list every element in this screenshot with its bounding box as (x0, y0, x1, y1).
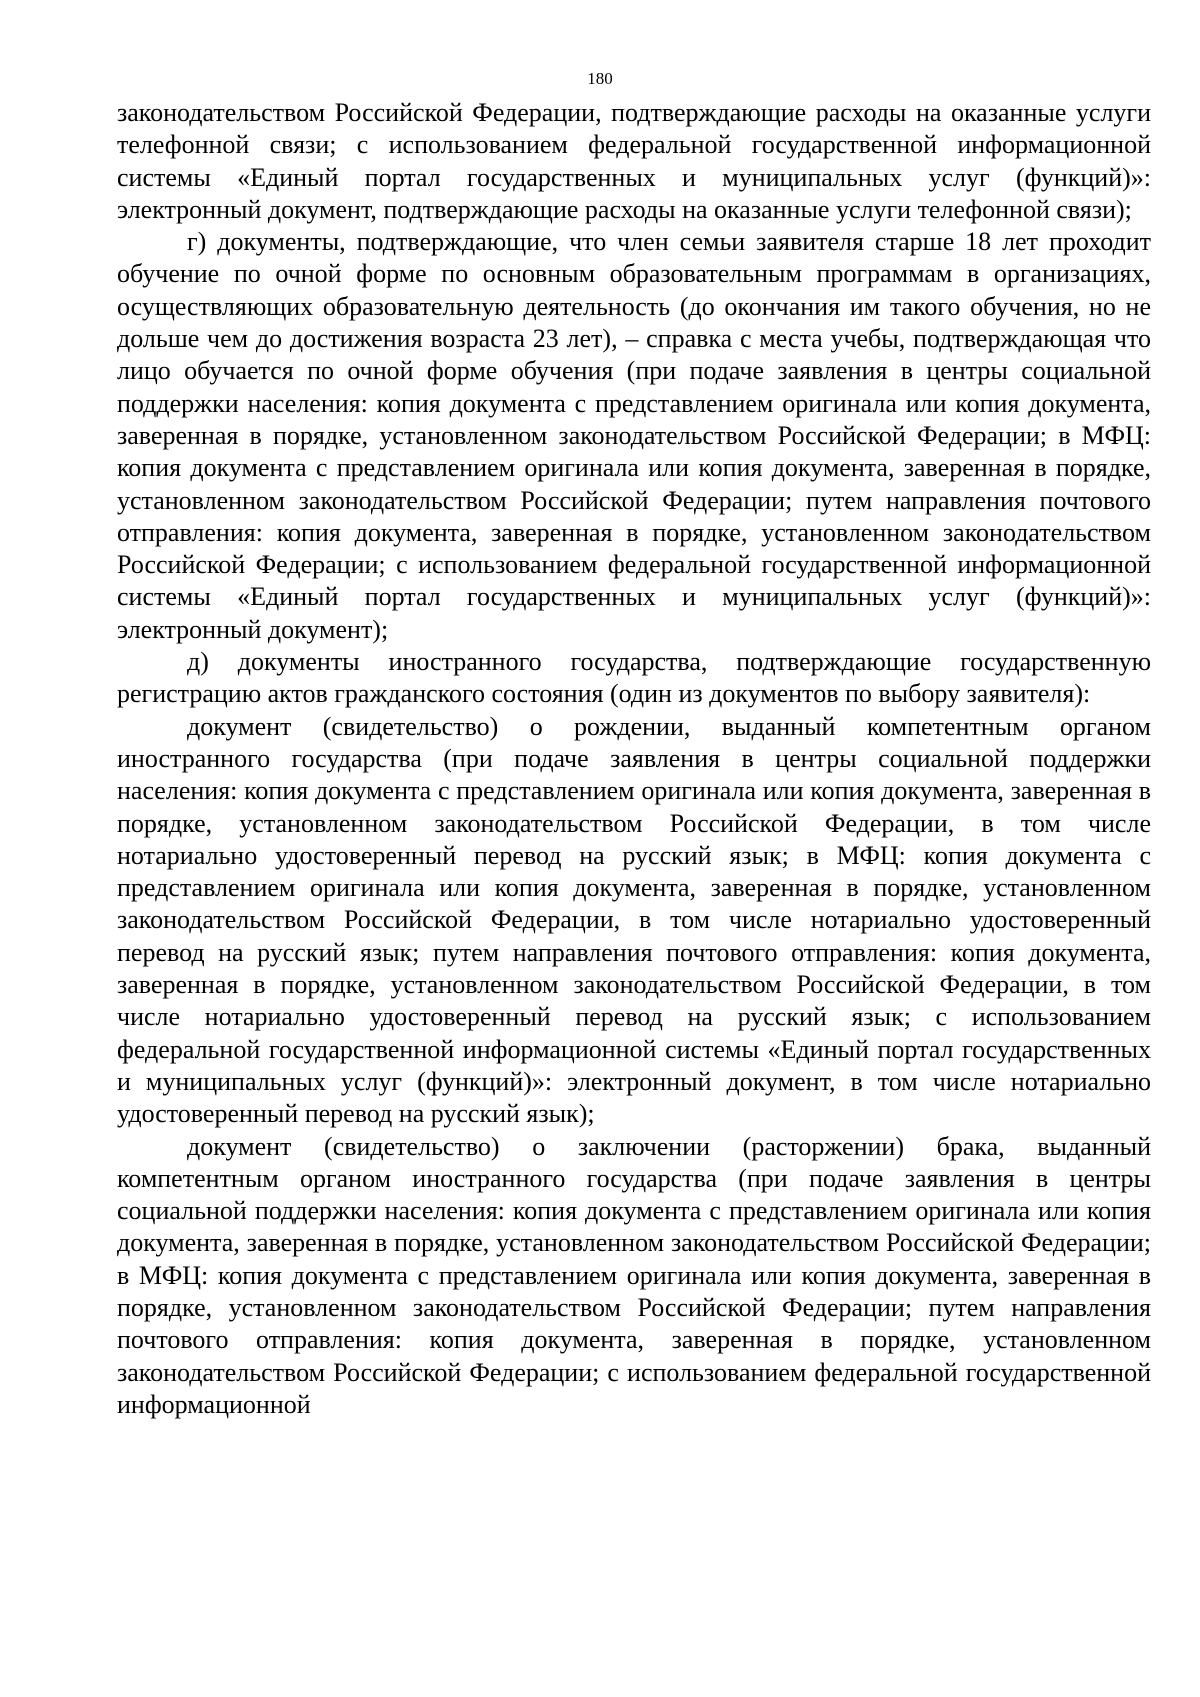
paragraph-item-g: г) документы, подтверждающие, что член семьи заявителя старше 18 лет проходит обучение по очной форме по основным образовательным программам в организациях, осуществляющих образовательную деятельность (до окончания им такого обучения, но не дольше чем до достижения возраста 23 лет), – справка с места учебы, подтверждающая что лицо обучается по очной форме обучения (при подаче заявления в центры социальной поддержки населения: копия документа с представлением оригинала или копия документа, заверенная в порядке, установленном законодательством Российской Федерации; в МФЦ: копия документа с представлением оригинала или копия документа, заверенная в порядке, установленном законодательством Российской Федерации; путем направления почтового отправления: копия документа, заверенная в порядке, установленном законодательством Российской Федерации; с использованием федеральной государственной информационной системы «Единый портал государственных и муниципальных услуг (функций)»: электронный документ); (117, 227, 1151, 644)
paragraph-continuation: законодательством Российской Федерации, подтверждающие расходы на оказанные услуги телефонной связи; с использованием федеральной государственной информационной системы «Единый портал государственных и муниципальных услуг (функций)»: электронный документ, подтверждающие расходы на оказанные услуги телефонной связи); (117, 98, 1151, 224)
page-number: 180 (587, 69, 613, 88)
document-body (117, 97, 1151, 1421)
paragraph-item-d: д) документы иностранного государства, подтверждающие государственную регистрацию актов гражданского состояния (один из документов по выбору заявителя): (117, 647, 1151, 709)
paragraph-birth-certificate: документ (свидетельство) о рождении, выданный компетентным органом иностранного государства (при подаче заявления в центры социальной поддержки населения: копия документа с представлением оригинала или копия документа, заверенная в порядке, установленном законодательством Российской Федерации, в том числе нотариально удостоверенный перевод на русский язык; в МФЦ: копия документа с представлением оригинала или копия документа, заверенная в порядке, установленном законодательством Российской Федерации, в том числе нотариально удостоверенный перевод на русский язык; путем направления почтового отправления: копия документа, заверенная в порядке, установленном законодательством Российской Федерации, в том числе нотариально удостоверенный перевод на русский язык; с использованием федеральной государственной информационной системы «Единый портал государственных и муниципальных услуг (функций)»: электронный документ, в том числе нотариально удостоверенный перевод на русский язык); (117, 711, 1151, 1129)
paragraph-marriage-certificate: документ (свидетельство) о заключении (расторжении) брака, выданный компетентным органом иностранного государства (при подаче заявления в центры социальной поддержки населения: копия документа с представлением оригинала или копия документа, заверенная в порядке, установленном законодательством Российской Федерации; в МФЦ: копия документа с представлением оригинала или копия документа, заверенная в порядке, установленном законодательством Российской Федерации; путем направления почтового отправления: копия документа, заверенная в порядке, установленном законодательством Российской Федерации; с использованием федеральной государственной информационной (117, 1131, 1151, 1419)
